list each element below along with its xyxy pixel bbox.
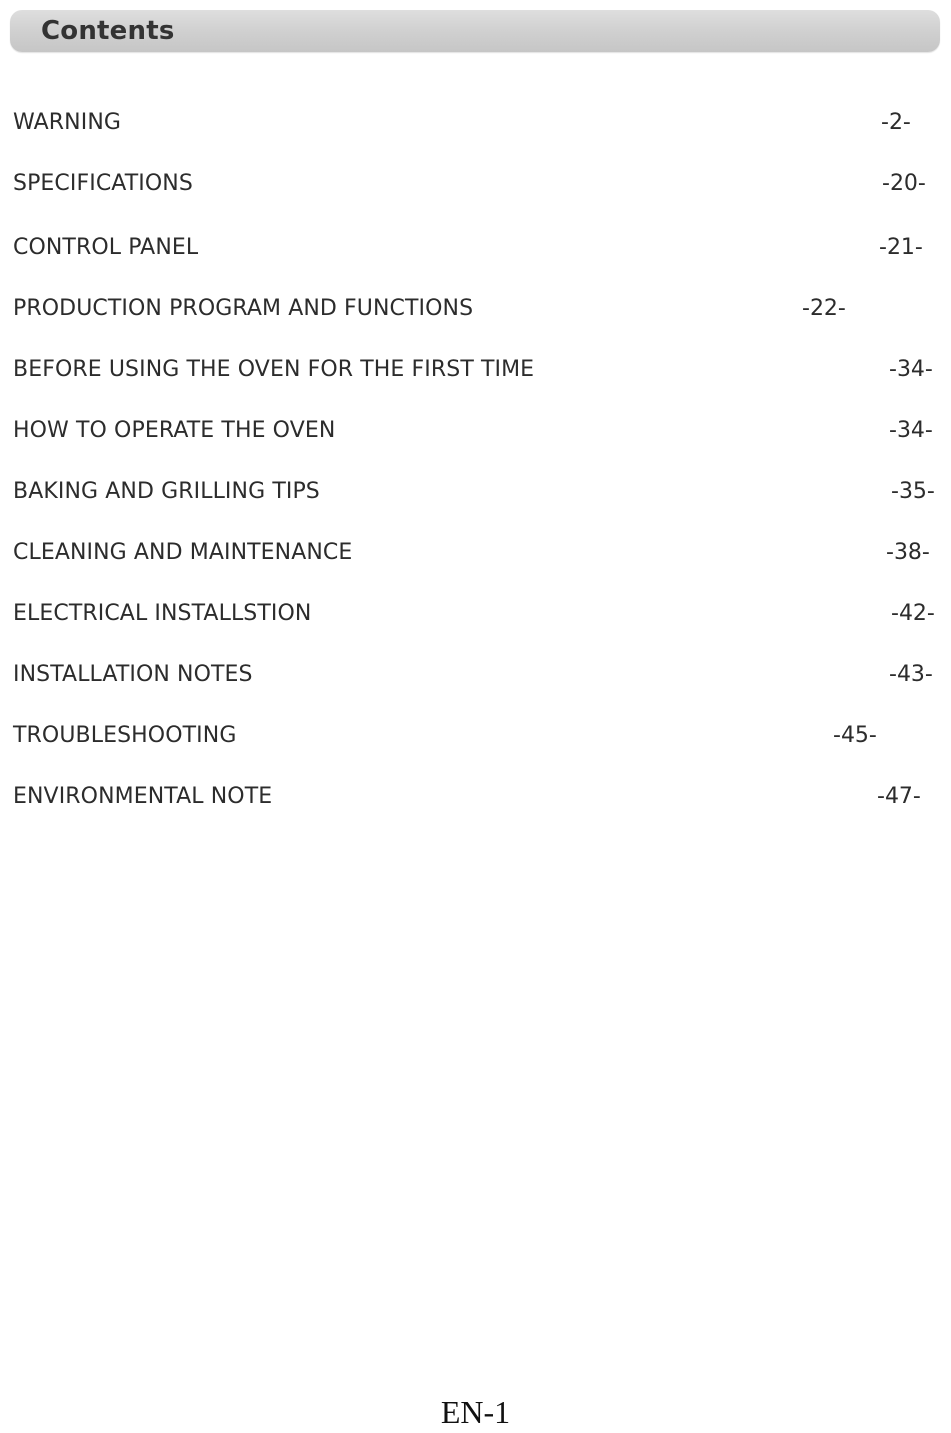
toc-entry-environmental[interactable] xyxy=(13,784,943,816)
toc-entry-label: BEFORE USING THE OVEN FOR THE FIRST TIME xyxy=(13,357,535,382)
toc-entry-page: -35- xyxy=(891,479,935,504)
page-number: EN-1 xyxy=(440,1394,511,1430)
toc-entry-label: ELECTRICAL INSTALLSTION xyxy=(13,601,312,626)
toc-entry-page: -20- xyxy=(882,171,926,196)
toc-entry-label: CONTROL PANEL xyxy=(13,235,199,260)
contents-title: Contents xyxy=(41,16,175,46)
toc-entry-page: -34- xyxy=(889,357,933,382)
toc-entry-electrical[interactable] xyxy=(13,601,943,633)
toc-entry-installation-notes[interactable] xyxy=(13,662,943,694)
toc-entry-page: -47- xyxy=(877,784,921,809)
toc-entry-page: -21- xyxy=(879,235,923,260)
toc-entry-control-panel[interactable] xyxy=(13,235,943,267)
toc-entry-specifications[interactable] xyxy=(13,171,943,203)
toc-entry-page: -42- xyxy=(891,601,935,626)
toc-entry-page: -45- xyxy=(833,723,877,748)
toc-entry-label: BAKING AND GRILLING TIPS xyxy=(13,479,320,504)
toc-entry-page: -22- xyxy=(802,296,846,321)
toc-entry-cleaning[interactable] xyxy=(13,540,943,572)
toc-entry-label: INSTALLATION NOTES xyxy=(13,662,253,687)
toc-entry-label: TROUBLESHOOTING xyxy=(13,723,237,748)
toc-entry-page: -2- xyxy=(881,110,911,135)
toc-entry-label: SPECIFICATIONS xyxy=(13,171,193,196)
toc-entry-page: -38- xyxy=(886,540,930,565)
toc-entry-troubleshooting[interactable] xyxy=(13,723,943,755)
toc-entry-production-program[interactable] xyxy=(13,296,943,328)
toc-entry-label: CLEANING AND MAINTENANCE xyxy=(13,540,353,565)
toc-entry-page: -43- xyxy=(889,662,933,687)
toc-entry-baking-grilling[interactable] xyxy=(13,479,943,511)
toc-entry-label: WARNING xyxy=(13,110,122,135)
toc-entry-label: HOW TO OPERATE THE OVEN xyxy=(13,418,336,443)
toc-entry-before-using[interactable] xyxy=(13,357,943,389)
toc-entry-warning[interactable] xyxy=(13,110,943,142)
toc-entry-label: PRODUCTION PROGRAM AND FUNCTIONS xyxy=(13,296,474,321)
toc-entry-label: ENVIRONMENTAL NOTE xyxy=(13,784,273,809)
toc-entry-how-to-operate[interactable] xyxy=(13,418,943,450)
toc-entry-page: -34- xyxy=(889,418,933,443)
